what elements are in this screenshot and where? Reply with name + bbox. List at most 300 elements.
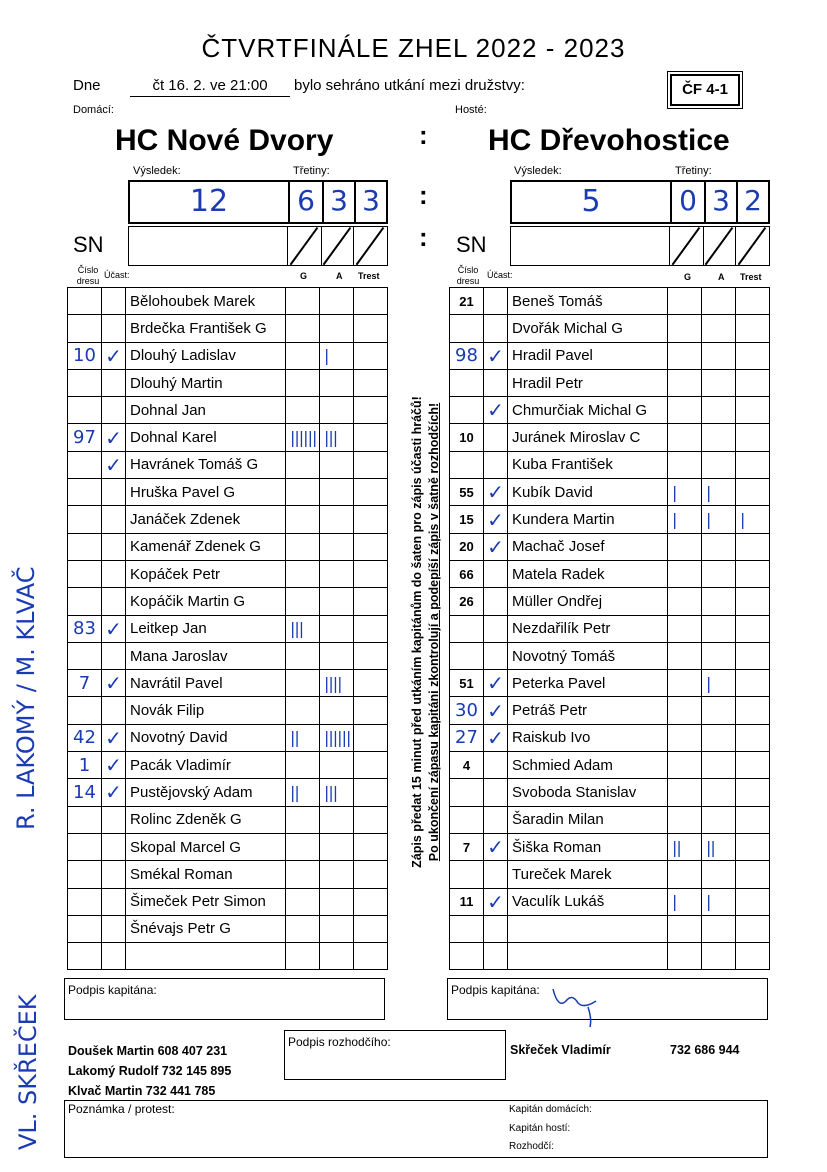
guest-jersey-number[interactable] xyxy=(450,806,484,833)
home-presence-check[interactable] xyxy=(102,506,126,533)
guest-player-name: Chmurčiak Michal G xyxy=(508,397,668,424)
colon-separator: : xyxy=(419,222,428,252)
home-player-row xyxy=(68,915,388,942)
home-presence-check[interactable]: ✓ xyxy=(102,615,126,642)
guest-assists-tally[interactable] xyxy=(702,915,736,942)
guest-assists-tally[interactable] xyxy=(702,724,736,751)
home-presence-check[interactable] xyxy=(102,315,126,342)
guest-penalty-tally[interactable] xyxy=(736,697,770,724)
home-goals-tally[interactable] xyxy=(286,642,320,669)
guest-presence-check[interactable] xyxy=(484,560,508,587)
guest-presence-check[interactable] xyxy=(484,806,508,833)
guest-penalty-tally[interactable] xyxy=(736,888,770,915)
home-presence-check[interactable] xyxy=(102,369,126,396)
guest-penalty-tally[interactable] xyxy=(736,833,770,860)
guest-jersey-number[interactable] xyxy=(450,642,484,669)
home-player-name: Kopáček Petr xyxy=(126,560,286,587)
guest-jersey-number[interactable] xyxy=(450,779,484,806)
home-jersey-number[interactable] xyxy=(68,588,102,615)
home-goals-tally[interactable] xyxy=(286,697,320,724)
home-player-name: Dlouhý Martin xyxy=(126,369,286,396)
home-jersey-number[interactable] xyxy=(68,943,102,970)
home-jersey-number[interactable] xyxy=(68,479,102,506)
home-jersey-number[interactable]: 97 xyxy=(68,424,102,451)
guest-goals-tally[interactable] xyxy=(668,588,702,615)
home-jersey-number[interactable] xyxy=(68,506,102,533)
home-jersey-number[interactable] xyxy=(68,560,102,587)
home-assists-tally[interactable] xyxy=(320,451,354,478)
home-penalty-tally[interactable] xyxy=(354,506,388,533)
guest-player-row xyxy=(450,588,770,615)
home-assists-tally[interactable] xyxy=(320,697,354,724)
guest-penalty-tally[interactable] xyxy=(736,560,770,587)
home-presence-check[interactable]: ✓ xyxy=(102,342,126,369)
home-jersey-number[interactable]: 83 xyxy=(68,615,102,642)
guest-goals-tally[interactable] xyxy=(668,806,702,833)
guest-goals-tally[interactable] xyxy=(668,560,702,587)
guest-jersey-number[interactable]: 27 xyxy=(450,724,484,751)
home-penalty-tally[interactable] xyxy=(354,315,388,342)
home-penalty-tally[interactable] xyxy=(354,861,388,888)
home-goals-tally[interactable] xyxy=(286,397,320,424)
home-player-row xyxy=(68,861,388,888)
guest-jersey-number[interactable] xyxy=(450,943,484,970)
home-assists-tally[interactable] xyxy=(320,806,354,833)
guest-penalty-tally[interactable] xyxy=(736,915,770,942)
home-presence-check[interactable] xyxy=(102,861,126,888)
home-jersey-header: Číslo dresu xyxy=(76,265,100,286)
guest-presence-check[interactable] xyxy=(484,915,508,942)
guest-player-row xyxy=(450,451,770,478)
home-penalty-tally[interactable] xyxy=(354,943,388,970)
home-player-row xyxy=(68,479,388,506)
home-penalty-tally[interactable] xyxy=(354,588,388,615)
home-penalty-tally[interactable] xyxy=(354,342,388,369)
guest-assists-tally[interactable] xyxy=(702,288,736,315)
guest-presence-check[interactable]: ✓ xyxy=(484,670,508,697)
home-goals-tally[interactable] xyxy=(286,560,320,587)
guest-penalty-tally[interactable]: | xyxy=(736,506,770,533)
home-assists-tally[interactable] xyxy=(320,752,354,779)
guest-jersey-number[interactable] xyxy=(450,615,484,642)
home-penalty-tally[interactable] xyxy=(354,779,388,806)
guest-assists-tally[interactable] xyxy=(702,369,736,396)
home-jersey-number[interactable] xyxy=(68,915,102,942)
guest-penalty-tally[interactable] xyxy=(736,424,770,451)
guest-presence-check[interactable]: ✓ xyxy=(484,697,508,724)
home-goals-tally[interactable]: || xyxy=(286,779,320,806)
guest-jersey-number[interactable] xyxy=(450,315,484,342)
guest-presence-check[interactable]: ✓ xyxy=(484,724,508,751)
guest-goals-tally[interactable]: || xyxy=(668,833,702,860)
home-jersey-number[interactable] xyxy=(68,642,102,669)
guest-goals-tally[interactable]: | xyxy=(668,888,702,915)
home-penalty-tally[interactable] xyxy=(354,833,388,860)
home-assists-tally[interactable] xyxy=(320,397,354,424)
home-penalty-tally[interactable] xyxy=(354,533,388,560)
guest-presence-check[interactable]: ✓ xyxy=(484,833,508,860)
guest-jersey-number[interactable]: 10 xyxy=(450,424,484,451)
home-assists-tally[interactable] xyxy=(320,943,354,970)
home-presence-check[interactable] xyxy=(102,288,126,315)
home-goals-tally[interactable] xyxy=(286,506,320,533)
home-jersey-number[interactable]: 1 xyxy=(68,752,102,779)
home-goals-tally[interactable] xyxy=(286,588,320,615)
guest-goals-tally[interactable] xyxy=(668,615,702,642)
home-jersey-number[interactable] xyxy=(68,451,102,478)
guest-player-name: Beneš Tomáš xyxy=(508,288,668,315)
guest-goals-tally[interactable] xyxy=(668,451,702,478)
home-goals-tally[interactable] xyxy=(286,915,320,942)
guest-presence-check[interactable] xyxy=(484,943,508,970)
home-presence-check[interactable] xyxy=(102,888,126,915)
guest-period-2: 3 xyxy=(712,184,730,217)
guest-goals-tally[interactable]: | xyxy=(668,506,702,533)
home-penalty-tally[interactable] xyxy=(354,888,388,915)
home-assists-tally[interactable] xyxy=(320,888,354,915)
guest-assists-tally[interactable] xyxy=(702,642,736,669)
home-penalty-tally[interactable] xyxy=(354,697,388,724)
guest-assists-tally[interactable] xyxy=(702,342,736,369)
home-goals-tally[interactable] xyxy=(286,888,320,915)
home-goals-tally[interactable] xyxy=(286,861,320,888)
home-penalty-tally[interactable] xyxy=(354,479,388,506)
guest-jersey-number[interactable] xyxy=(450,397,484,424)
home-player-name: Rolinc Zdeněk G xyxy=(126,806,286,833)
guest-goals-tally[interactable] xyxy=(668,861,702,888)
guest-presence-check[interactable] xyxy=(484,642,508,669)
guest-assists-tally[interactable] xyxy=(702,779,736,806)
home-goals-tally[interactable] xyxy=(286,342,320,369)
guest-jersey-number[interactable]: 98 xyxy=(450,342,484,369)
home-jersey-number[interactable] xyxy=(68,697,102,724)
home-jersey-number[interactable] xyxy=(68,315,102,342)
guest-penalty-tally[interactable] xyxy=(736,288,770,315)
guest-player-name: Kundera Martin xyxy=(508,506,668,533)
home-goals-tally[interactable] xyxy=(286,943,320,970)
guest-presence-check[interactable] xyxy=(484,424,508,451)
guest-penalty-tally[interactable] xyxy=(736,315,770,342)
guest-assists-tally[interactable] xyxy=(702,806,736,833)
guest-captain-signature-box[interactable] xyxy=(447,978,768,1020)
home-penalty-tally[interactable] xyxy=(354,915,388,942)
home-penalty-tally[interactable] xyxy=(354,724,388,751)
guest-jersey-number[interactable]: 15 xyxy=(450,506,484,533)
guest-player-name: Dvořák Michal G xyxy=(508,315,668,342)
home-assists-tally[interactable]: |||||| xyxy=(320,724,354,751)
home-goals-tally[interactable] xyxy=(286,451,320,478)
guest-jersey-number[interactable]: 20 xyxy=(450,533,484,560)
home-presence-check[interactable] xyxy=(102,560,126,587)
home-goals-tally[interactable] xyxy=(286,288,320,315)
home-penalty-tally[interactable] xyxy=(354,369,388,396)
home-penalty-tally[interactable] xyxy=(354,560,388,587)
home-penalty-tally[interactable] xyxy=(354,642,388,669)
home-penalty-tally[interactable] xyxy=(354,288,388,315)
home-assists-tally[interactable] xyxy=(320,833,354,860)
guest-assists-tally[interactable]: | xyxy=(702,506,736,533)
home-jersey-number[interactable]: 14 xyxy=(68,779,102,806)
guest-penalty-tally[interactable] xyxy=(736,670,770,697)
guest-player-row xyxy=(450,752,770,779)
home-jersey-number[interactable] xyxy=(68,833,102,860)
guest-presence-check[interactable] xyxy=(484,369,508,396)
guest-goals-tally[interactable] xyxy=(668,915,702,942)
home-presence-check[interactable]: ✓ xyxy=(102,779,126,806)
guest-jersey-number[interactable] xyxy=(450,369,484,396)
guest-penalty-tally[interactable] xyxy=(736,779,770,806)
guest-jersey-number[interactable]: 51 xyxy=(450,670,484,697)
guest-jersey-number[interactable]: 66 xyxy=(450,560,484,587)
home-assists-tally[interactable] xyxy=(320,615,354,642)
home-presence-check[interactable] xyxy=(102,588,126,615)
guest-assists-tally[interactable] xyxy=(702,615,736,642)
guest-jersey-number[interactable]: 21 xyxy=(450,288,484,315)
home-captain-signature-box[interactable] xyxy=(64,978,385,1020)
home-assists-tally[interactable]: | xyxy=(320,342,354,369)
home-presence-check[interactable] xyxy=(102,833,126,860)
home-player-row xyxy=(68,342,388,369)
colon-separator: : xyxy=(419,180,428,210)
guest-player-name: Schmied Adam xyxy=(508,752,668,779)
guest-assists-tally[interactable] xyxy=(702,451,736,478)
guest-player-name: Tureček Marek xyxy=(508,861,668,888)
home-goals-tally[interactable] xyxy=(286,315,320,342)
guest-penalty-tally[interactable] xyxy=(736,943,770,970)
home-player-row xyxy=(68,724,388,751)
guest-jersey-number[interactable]: 26 xyxy=(450,588,484,615)
guest-assists-tally[interactable] xyxy=(702,943,736,970)
home-player-name: Navrátil Pavel xyxy=(126,670,286,697)
guest-goals-tally[interactable] xyxy=(668,315,702,342)
home-penalty-tally[interactable] xyxy=(354,451,388,478)
guest-jersey-number[interactable]: 55 xyxy=(450,479,484,506)
guest-sn-box xyxy=(510,226,770,266)
home-goals-tally[interactable] xyxy=(286,806,320,833)
home-goals-tally[interactable] xyxy=(286,479,320,506)
guest-goals-tally[interactable] xyxy=(668,779,702,806)
home-jersey-number[interactable] xyxy=(68,533,102,560)
home-jersey-number[interactable] xyxy=(68,369,102,396)
home-presence-check[interactable]: ✓ xyxy=(102,670,126,697)
home-period-2: 3 xyxy=(330,184,348,217)
home-goals-tally[interactable] xyxy=(286,752,320,779)
home-jersey-number[interactable] xyxy=(68,288,102,315)
guest-goals-tally[interactable]: | xyxy=(668,479,702,506)
guest-assists-tally[interactable]: | xyxy=(702,888,736,915)
contact-3: Klvač Martin 732 441 785 xyxy=(68,1084,216,1098)
guest-jersey-number[interactable]: 11 xyxy=(450,888,484,915)
guest-assists-tally[interactable] xyxy=(702,697,736,724)
home-player-row xyxy=(68,779,388,806)
guest-assists-tally[interactable] xyxy=(702,752,736,779)
home-player-name: Havránek Tomáš G xyxy=(126,451,286,478)
guest-penalty-tally[interactable] xyxy=(736,342,770,369)
home-penalty-tally[interactable] xyxy=(354,615,388,642)
guest-presence-check[interactable]: ✓ xyxy=(484,533,508,560)
home-jersey-number[interactable] xyxy=(68,397,102,424)
home-presence-check[interactable] xyxy=(102,915,126,942)
guest-player-name: Šaradin Milan xyxy=(508,806,668,833)
guest-period-1: 0 xyxy=(679,184,697,217)
guest-penalty-tally[interactable] xyxy=(736,479,770,506)
referee-signature-box[interactable] xyxy=(284,1030,506,1080)
home-goals-tally[interactable]: ||| xyxy=(286,615,320,642)
home-assists-tally[interactable] xyxy=(320,642,354,669)
home-penalty-tally[interactable] xyxy=(354,806,388,833)
guest-goals-tally[interactable] xyxy=(668,642,702,669)
home-assists-tally[interactable] xyxy=(320,560,354,587)
home-goals-tally[interactable] xyxy=(286,670,320,697)
notes-home-captain: Kapitán domácích: xyxy=(509,1104,592,1115)
guest-presence-check[interactable]: ✓ xyxy=(484,479,508,506)
home-presence-check[interactable] xyxy=(102,533,126,560)
home-assists-tally[interactable] xyxy=(320,288,354,315)
home-assists-tally[interactable]: |||| xyxy=(320,670,354,697)
guest-assists-tally[interactable]: || xyxy=(702,833,736,860)
home-player-name: Kopáčik Martin G xyxy=(126,588,286,615)
guest-assists-tally[interactable]: | xyxy=(702,479,736,506)
home-result-label: Výsledek: xyxy=(133,165,181,177)
home-presence-check[interactable] xyxy=(102,697,126,724)
guest-presence-check[interactable]: ✓ xyxy=(484,397,508,424)
guest-assists-tally[interactable] xyxy=(702,424,736,451)
home-jersey-number[interactable]: 42 xyxy=(68,724,102,751)
home-goals-tally[interactable] xyxy=(286,533,320,560)
guest-penalty-tally[interactable] xyxy=(736,806,770,833)
guest-player-name: Svoboda Stanislav xyxy=(508,779,668,806)
home-player-row xyxy=(68,806,388,833)
home-goals-tally[interactable] xyxy=(286,369,320,396)
home-presence-check[interactable]: ✓ xyxy=(102,451,126,478)
guest-goals-tally[interactable] xyxy=(668,670,702,697)
guest-jersey-number[interactable]: 30 xyxy=(450,697,484,724)
home-jersey-number[interactable]: 10 xyxy=(68,342,102,369)
guest-presence-check[interactable]: ✓ xyxy=(484,888,508,915)
home-assists-tally[interactable] xyxy=(320,369,354,396)
home-penalty-tally[interactable] xyxy=(354,424,388,451)
home-assists-tally[interactable] xyxy=(320,533,354,560)
home-penalty-tally[interactable] xyxy=(354,752,388,779)
guest-presence-check[interactable] xyxy=(484,779,508,806)
home-player-name xyxy=(126,943,286,970)
guest-assists-tally[interactable] xyxy=(702,397,736,424)
home-assists-tally[interactable] xyxy=(320,315,354,342)
guest-jersey-number[interactable]: 7 xyxy=(450,833,484,860)
home-presence-check[interactable]: ✓ xyxy=(102,752,126,779)
guest-presence-check[interactable] xyxy=(484,451,508,478)
guest-presence-check[interactable] xyxy=(484,288,508,315)
home-penalty-tally[interactable] xyxy=(354,397,388,424)
home-assists-tally[interactable] xyxy=(320,861,354,888)
home-jersey-number[interactable] xyxy=(68,806,102,833)
home-presence-check[interactable]: ✓ xyxy=(102,724,126,751)
guest-jersey-number[interactable] xyxy=(450,451,484,478)
guest-penalty-tally[interactable] xyxy=(736,397,770,424)
guest-player-row xyxy=(450,779,770,806)
home-assists-tally[interactable]: ||| xyxy=(320,424,354,451)
guest-penalty-tally[interactable] xyxy=(736,588,770,615)
guest-assists-tally[interactable] xyxy=(702,588,736,615)
guest-presence-check[interactable] xyxy=(484,752,508,779)
guest-goals-tally[interactable] xyxy=(668,369,702,396)
home-jersey-number[interactable]: 7 xyxy=(68,670,102,697)
guest-presence-check[interactable] xyxy=(484,588,508,615)
home-presence-check[interactable]: ✓ xyxy=(102,424,126,451)
guest-presence-check[interactable] xyxy=(484,615,508,642)
home-player-name: Hruška Pavel G xyxy=(126,479,286,506)
guest-goals-tally[interactable] xyxy=(668,397,702,424)
guest-penalty-tally[interactable] xyxy=(736,861,770,888)
guest-assists-tally[interactable] xyxy=(702,560,736,587)
guest-presence-check[interactable] xyxy=(484,861,508,888)
guest-goals-tally[interactable] xyxy=(668,752,702,779)
guest-jersey-number[interactable] xyxy=(450,861,484,888)
home-assists-tally[interactable]: ||| xyxy=(320,779,354,806)
guest-penalty-tally[interactable] xyxy=(736,451,770,478)
home-assists-tally[interactable] xyxy=(320,915,354,942)
home-presence-check[interactable] xyxy=(102,479,126,506)
home-presence-check[interactable] xyxy=(102,642,126,669)
guest-penalty-tally[interactable] xyxy=(736,642,770,669)
referee-name: Skřeček Vladimír xyxy=(510,1043,611,1057)
home-assists-tally[interactable] xyxy=(320,588,354,615)
home-presence-check[interactable] xyxy=(102,943,126,970)
home-jersey-number[interactable] xyxy=(68,888,102,915)
home-player-row xyxy=(68,315,388,342)
home-penalty-tally[interactable] xyxy=(354,670,388,697)
home-goals-tally[interactable] xyxy=(286,833,320,860)
home-presence-check[interactable] xyxy=(102,397,126,424)
guest-player-row xyxy=(450,397,770,424)
guest-goals-tally[interactable] xyxy=(668,288,702,315)
guest-assists-tally[interactable]: | xyxy=(702,670,736,697)
guest-player-name: Hradil Pavel xyxy=(508,342,668,369)
guest-jersey-number[interactable] xyxy=(450,915,484,942)
home-goals-tally[interactable]: |||||| xyxy=(286,424,320,451)
guest-player-name xyxy=(508,915,668,942)
guest-goals-tally[interactable] xyxy=(668,943,702,970)
guest-presence-check[interactable] xyxy=(484,315,508,342)
guest-jersey-number[interactable]: 4 xyxy=(450,752,484,779)
home-goals-tally[interactable]: || xyxy=(286,724,320,751)
guest-penalty-tally[interactable] xyxy=(736,533,770,560)
home-presence-check[interactable] xyxy=(102,806,126,833)
guest-goals-tally[interactable] xyxy=(668,424,702,451)
guest-assists-tally[interactable] xyxy=(702,315,736,342)
home-assists-tally[interactable] xyxy=(320,506,354,533)
guest-player-row xyxy=(450,806,770,833)
home-jersey-number[interactable] xyxy=(68,861,102,888)
guest-penalty-tally[interactable] xyxy=(736,369,770,396)
guest-penalty-tally[interactable] xyxy=(736,752,770,779)
guest-goals-tally[interactable] xyxy=(668,724,702,751)
contact-list xyxy=(68,1041,231,1101)
guest-penalty-tally[interactable] xyxy=(736,615,770,642)
referee-signature-label: Podpis rozhodčího: xyxy=(288,1035,391,1049)
guest-penalty-tally[interactable] xyxy=(736,724,770,751)
guest-presence-check[interactable]: ✓ xyxy=(484,506,508,533)
home-assists-tally[interactable] xyxy=(320,479,354,506)
guest-goals-tally[interactable] xyxy=(668,342,702,369)
home-player-row xyxy=(68,697,388,724)
guest-assists-tally[interactable] xyxy=(702,861,736,888)
guest-goals-tally[interactable] xyxy=(668,697,702,724)
guest-presence-check[interactable]: ✓ xyxy=(484,342,508,369)
guest-goals-tally[interactable] xyxy=(668,533,702,560)
guest-assists-tally[interactable] xyxy=(702,533,736,560)
notes-box[interactable] xyxy=(64,1100,768,1158)
